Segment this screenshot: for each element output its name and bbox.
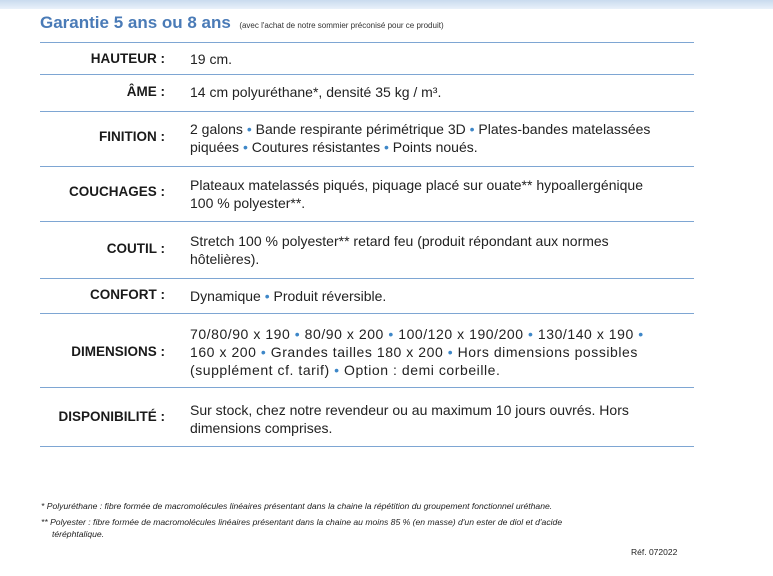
- spec-label-ame: ÂME :: [126, 84, 165, 99]
- bullet-separator: •: [246, 121, 252, 137]
- divider: [40, 74, 694, 75]
- top-decorative-band: [0, 0, 773, 9]
- divider: [40, 387, 694, 388]
- bullet-separator: •: [264, 288, 270, 304]
- spec-value-finition: 2 galons • Bande respirante périmétrique 3D • Plates-bandes matelassées piquées • Coutures résistantes • Points noués.: [190, 121, 651, 155]
- bullet-separator: •: [334, 362, 340, 378]
- spec-value-hauteur: 19 cm.: [190, 51, 233, 67]
- footnote-polyester: ** Polyester : fibre formée de macromolécules linéaires présentant dans la chaine au moins 85 % (en masse) d'un ester de diol et d'acide: [41, 517, 563, 527]
- divider: [40, 221, 694, 222]
- bullet-separator: •: [294, 326, 301, 342]
- spec-label-hauteur: HAUTEUR :: [90, 51, 165, 66]
- warranty-note: (avec l'achat de notre sommier préconisé pour ce produit): [239, 21, 444, 30]
- spec-value-disponibilite: Sur stock, chez notre revendeur ou au maximum 10 jours ouvrés. Hors dimensions comprises.: [190, 402, 629, 436]
- spec-label-disponibilite: DISPONIBILITÉ :: [58, 409, 165, 424]
- warranty-title: Garantie 5 ans ou 8 ans: [40, 13, 231, 32]
- bullet-separator: •: [469, 121, 475, 137]
- divider: [40, 446, 694, 447]
- warranty-heading: [40, 13, 444, 33]
- divider: [40, 42, 694, 43]
- divider: [40, 111, 694, 112]
- spec-label-couchages: COUCHAGES :: [68, 184, 165, 199]
- bullet-separator: •: [447, 344, 454, 360]
- bullet-separator: •: [528, 326, 534, 342]
- divider: [40, 313, 694, 314]
- bullet-separator: •: [388, 326, 394, 342]
- spec-value-coutil: Stretch 100 % polyester** retard feu (produit répondant aux normes hôtelières).: [190, 233, 609, 267]
- spec-label-dimensions: DIMENSIONS :: [71, 344, 165, 359]
- spec-value-dimensions: 70/80/90 x 190 • 80/90 x 200 • 100/120 x 190/200 • 130/140 x 190 • 160 x 200 • Grandes tailles 180 x 200 • Hors dimensions possibles (supplément cf. tarif) • Option : demi corbeille.: [190, 326, 644, 378]
- spec-value-couchages: Plateaux matelassés piqués, piquage placé sur ouate** hypoallergénique 100 % polyester**.: [190, 177, 643, 211]
- bullet-separator: •: [384, 139, 389, 155]
- bullet-separator: •: [260, 344, 267, 360]
- spec-label-coutil: COUTIL :: [106, 241, 165, 256]
- divider: [40, 278, 694, 279]
- spec-label-confort: CONFORT :: [90, 287, 165, 302]
- spec-value-confort: Dynamique • Produit réversible.: [190, 288, 387, 304]
- spec-value-ame: 14 cm polyuréthane*, densité 35 kg / m³.: [190, 84, 442, 100]
- reference-code: Réf. 072022: [631, 547, 678, 557]
- bullet-separator: •: [638, 326, 644, 342]
- bullet-separator: •: [242, 139, 248, 155]
- footnote-polyester-cont: téréphtalique.: [52, 529, 105, 539]
- spec-label-finition: FINITION :: [99, 129, 165, 144]
- footnote-polyurethane: * Polyuréthane : fibre formée de macromolécules linéaires présentant dans la chaine la répétition du groupement fonctionnel uréthane.: [41, 501, 553, 511]
- divider: [40, 166, 694, 167]
